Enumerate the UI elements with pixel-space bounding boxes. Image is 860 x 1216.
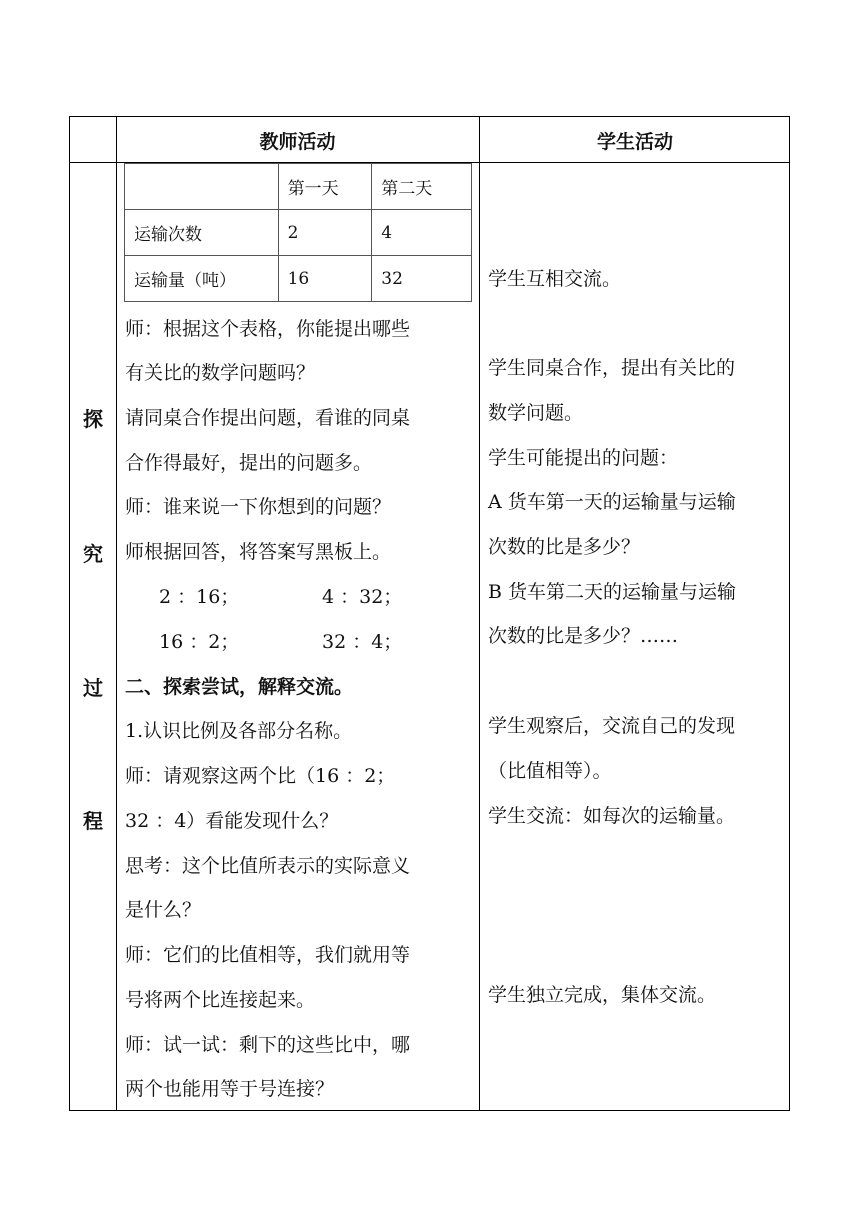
column-divider-1 (116, 117, 117, 1110)
teacher-line: 32 ：4）看能发现什么？ (125, 810, 339, 832)
column-divider-2 (479, 117, 480, 1110)
teacher-line: 师：请观察这两个比（16 ：2； (125, 765, 396, 787)
student-line: 次数的比是多少？…… (488, 625, 679, 647)
student-line: B 货车第二天的运输量与运输 (488, 581, 737, 603)
section-label-char: 探 (83, 407, 103, 431)
transport-data-table (124, 163, 472, 302)
table-cell: 32 (372, 256, 472, 302)
teacher-line: 师：试一试：剩下的这些比中，哪 (125, 1034, 411, 1056)
teacher-line: 师根据回答，将答案写黑板上。 (125, 541, 392, 563)
table-header-row (125, 164, 472, 210)
section-heading: 二、探索尝试，解释交流。 (125, 676, 354, 698)
teacher-line: 请同桌合作提出问题，看谁的同桌 (125, 407, 411, 429)
student-line: 学生观察后，交流自己的发现 (488, 715, 736, 737)
table-header-cell: 第一天 (278, 164, 372, 210)
teacher-line: 师：它们的比值相等，我们就用等 (125, 944, 411, 966)
header-teacher-activity: 教师活动 (259, 130, 336, 153)
teacher-line: 号将两个比连接起来。 (125, 989, 316, 1011)
teacher-line: 有关比的数学问题吗？ (125, 362, 316, 384)
teacher-line: 合作得最好，提出的问题多。 (125, 452, 373, 474)
student-line: A 货车第一天的运输量与运输 (488, 491, 736, 513)
student-line: （比值相等）。 (488, 760, 612, 782)
table-cell: 2 (278, 210, 372, 256)
teacher-line: 是什么？ (125, 899, 202, 921)
table-cell: 运输次数 (125, 210, 279, 256)
ratio-item: 16 ：2； (159, 631, 240, 653)
table-cell: 运输量（吨） (125, 256, 279, 302)
ratio-item: 2 ：16； (159, 586, 240, 608)
teacher-line: 思考：这个比值所表示的实际意义 (125, 855, 411, 877)
teacher-line: 两个也能用等于号连接？ (125, 1078, 335, 1100)
section-label-char: 究 (83, 542, 103, 566)
ratio-item: 4 ：32； (322, 586, 403, 608)
section-label-char: 过 (83, 676, 103, 700)
header-student-activity: 学生活动 (596, 130, 673, 153)
teacher-line: 师：谁来说一下你想到的问题？ (125, 496, 392, 518)
lesson-plan-table (69, 116, 790, 1111)
teacher-line: 师：根据这个表格，你能提出哪些 (125, 318, 411, 340)
table-cell: 16 (278, 256, 372, 302)
student-line: 学生交流：如每次的运输量。 (488, 805, 736, 827)
table-row (125, 256, 472, 302)
student-line: 学生互相交流。 (488, 268, 622, 290)
section-label-char: 程 (83, 809, 103, 833)
teacher-line: 1.认识比例及各部分名称。 (125, 720, 353, 742)
student-line: 数学问题。 (488, 402, 584, 424)
table-header-cell (125, 164, 279, 210)
table-header-cell: 第二天 (372, 164, 472, 210)
student-line: 学生可能提出的问题： (488, 447, 679, 469)
student-line: 学生独立完成，集体交流。 (488, 984, 717, 1006)
table-row (125, 210, 472, 256)
student-line: 次数的比是多少？ (488, 536, 641, 558)
ratio-item: 32 ：4； (322, 631, 403, 653)
student-line: 学生同桌合作，提出有关比的 (488, 357, 736, 379)
table-cell: 4 (372, 210, 472, 256)
